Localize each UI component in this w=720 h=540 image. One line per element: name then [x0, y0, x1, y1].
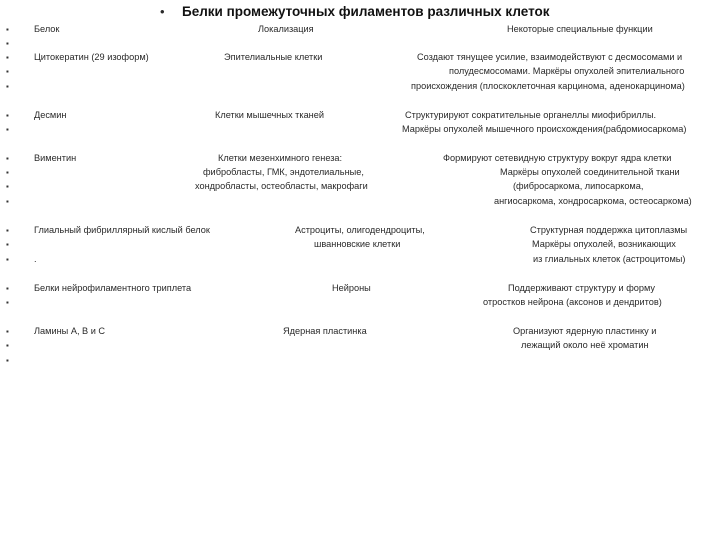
header-functions: Некоторые специальные функции	[507, 24, 653, 34]
list-bullet: ▪	[6, 82, 9, 91]
function-line: Создают тянущее усилие, взаимодействуют с десмосомами и	[417, 52, 683, 62]
function-line: из глиальных клеток (астроцитомы)	[533, 254, 686, 264]
location-line: фибробласты, ГМК, эндотелиальные,	[203, 167, 364, 177]
protein-cell: Ламины А, В и С	[34, 326, 106, 336]
title-bullet: •	[160, 4, 165, 19]
function-line: отростков нейрона (аксонов и дендритов)	[483, 297, 662, 307]
function-line: Структурируют сократительные органеллы миофибриллы.	[405, 110, 657, 120]
location-line: Астроциты, олигодендроциты,	[295, 225, 425, 235]
list-bullet: ▪	[6, 182, 9, 191]
page-title: Белки промежуточных филаментов различных клеток	[182, 4, 550, 19]
list-bullet: ▪	[6, 154, 9, 163]
list-bullet: ▪	[6, 25, 9, 34]
list-bullet: ▪	[6, 341, 9, 350]
list-bullet: ▪	[6, 226, 9, 235]
function-line: лежащий около неё хроматин	[521, 340, 649, 350]
list-bullet: ▪	[6, 67, 9, 76]
list-bullet: ▪	[6, 111, 9, 120]
protein-cell: Белки нейрофиламентного триплета	[34, 283, 192, 293]
list-bullet: ▪	[6, 298, 9, 307]
function-line: Поддерживают структуру и форму	[508, 283, 656, 293]
protein-cell: Виментин	[34, 153, 77, 163]
list-bullet: ▪	[6, 327, 9, 336]
protein-cell: Десмин	[34, 110, 67, 120]
location-cell: Эпителиальные клетки	[224, 52, 323, 62]
function-line: Структурная поддержка цитоплазмы	[530, 225, 688, 235]
function-line: Организуют ядерную пластинку и	[513, 326, 657, 336]
list-bullet: ▪	[6, 53, 9, 62]
location-line: хондробласты, остеобласты, макрофаги	[195, 181, 368, 191]
list-bullet: ▪	[6, 125, 9, 134]
location-cell: Клетки мышечных тканей	[215, 110, 324, 120]
stray-dot: .	[34, 254, 37, 264]
location-cell: Ядерная пластинка	[283, 326, 367, 336]
list-bullet: ▪	[6, 168, 9, 177]
function-line: Формируют сетевидную структуру вокруг ядра клетки	[443, 153, 672, 163]
location-line: Клетки мезенхимного генеза:	[218, 153, 343, 163]
function-line: Маркёры опухолей, возникающих	[532, 239, 676, 249]
list-bullet: ▪	[6, 197, 9, 206]
list-bullet: ▪	[6, 284, 9, 293]
function-line: ангиосаркома, хондросаркома, остеосаркома)	[494, 196, 692, 206]
protein-cell: Глиальный фибриллярный кислый белок	[34, 225, 210, 235]
function-line: Маркёры опухолей соединительной ткани	[500, 167, 680, 177]
function-line: Маркёры опухолей мышечного происхождения(рабдомиосаркома)	[402, 124, 687, 134]
list-bullet: ▪	[6, 240, 9, 249]
header-protein: Белок	[34, 24, 60, 34]
protein-cell: Цитокератин (29 изоформ)	[34, 52, 149, 62]
location-cell: Нейроны	[332, 283, 371, 293]
header-location: Локализация	[258, 24, 314, 34]
list-bullet: ▪	[6, 356, 9, 365]
function-line: полудесмосомами. Маркёры опухолей эпителиального	[449, 66, 685, 76]
list-bullet: ▪	[6, 39, 9, 48]
list-bullet: ▪	[6, 255, 9, 264]
location-line: шванновские клетки	[314, 239, 401, 249]
function-line: происхождения (плоскоклеточная карцинома, аденокарцинома)	[411, 81, 685, 91]
function-line: (фибросаркома, липосаркома,	[513, 181, 644, 191]
